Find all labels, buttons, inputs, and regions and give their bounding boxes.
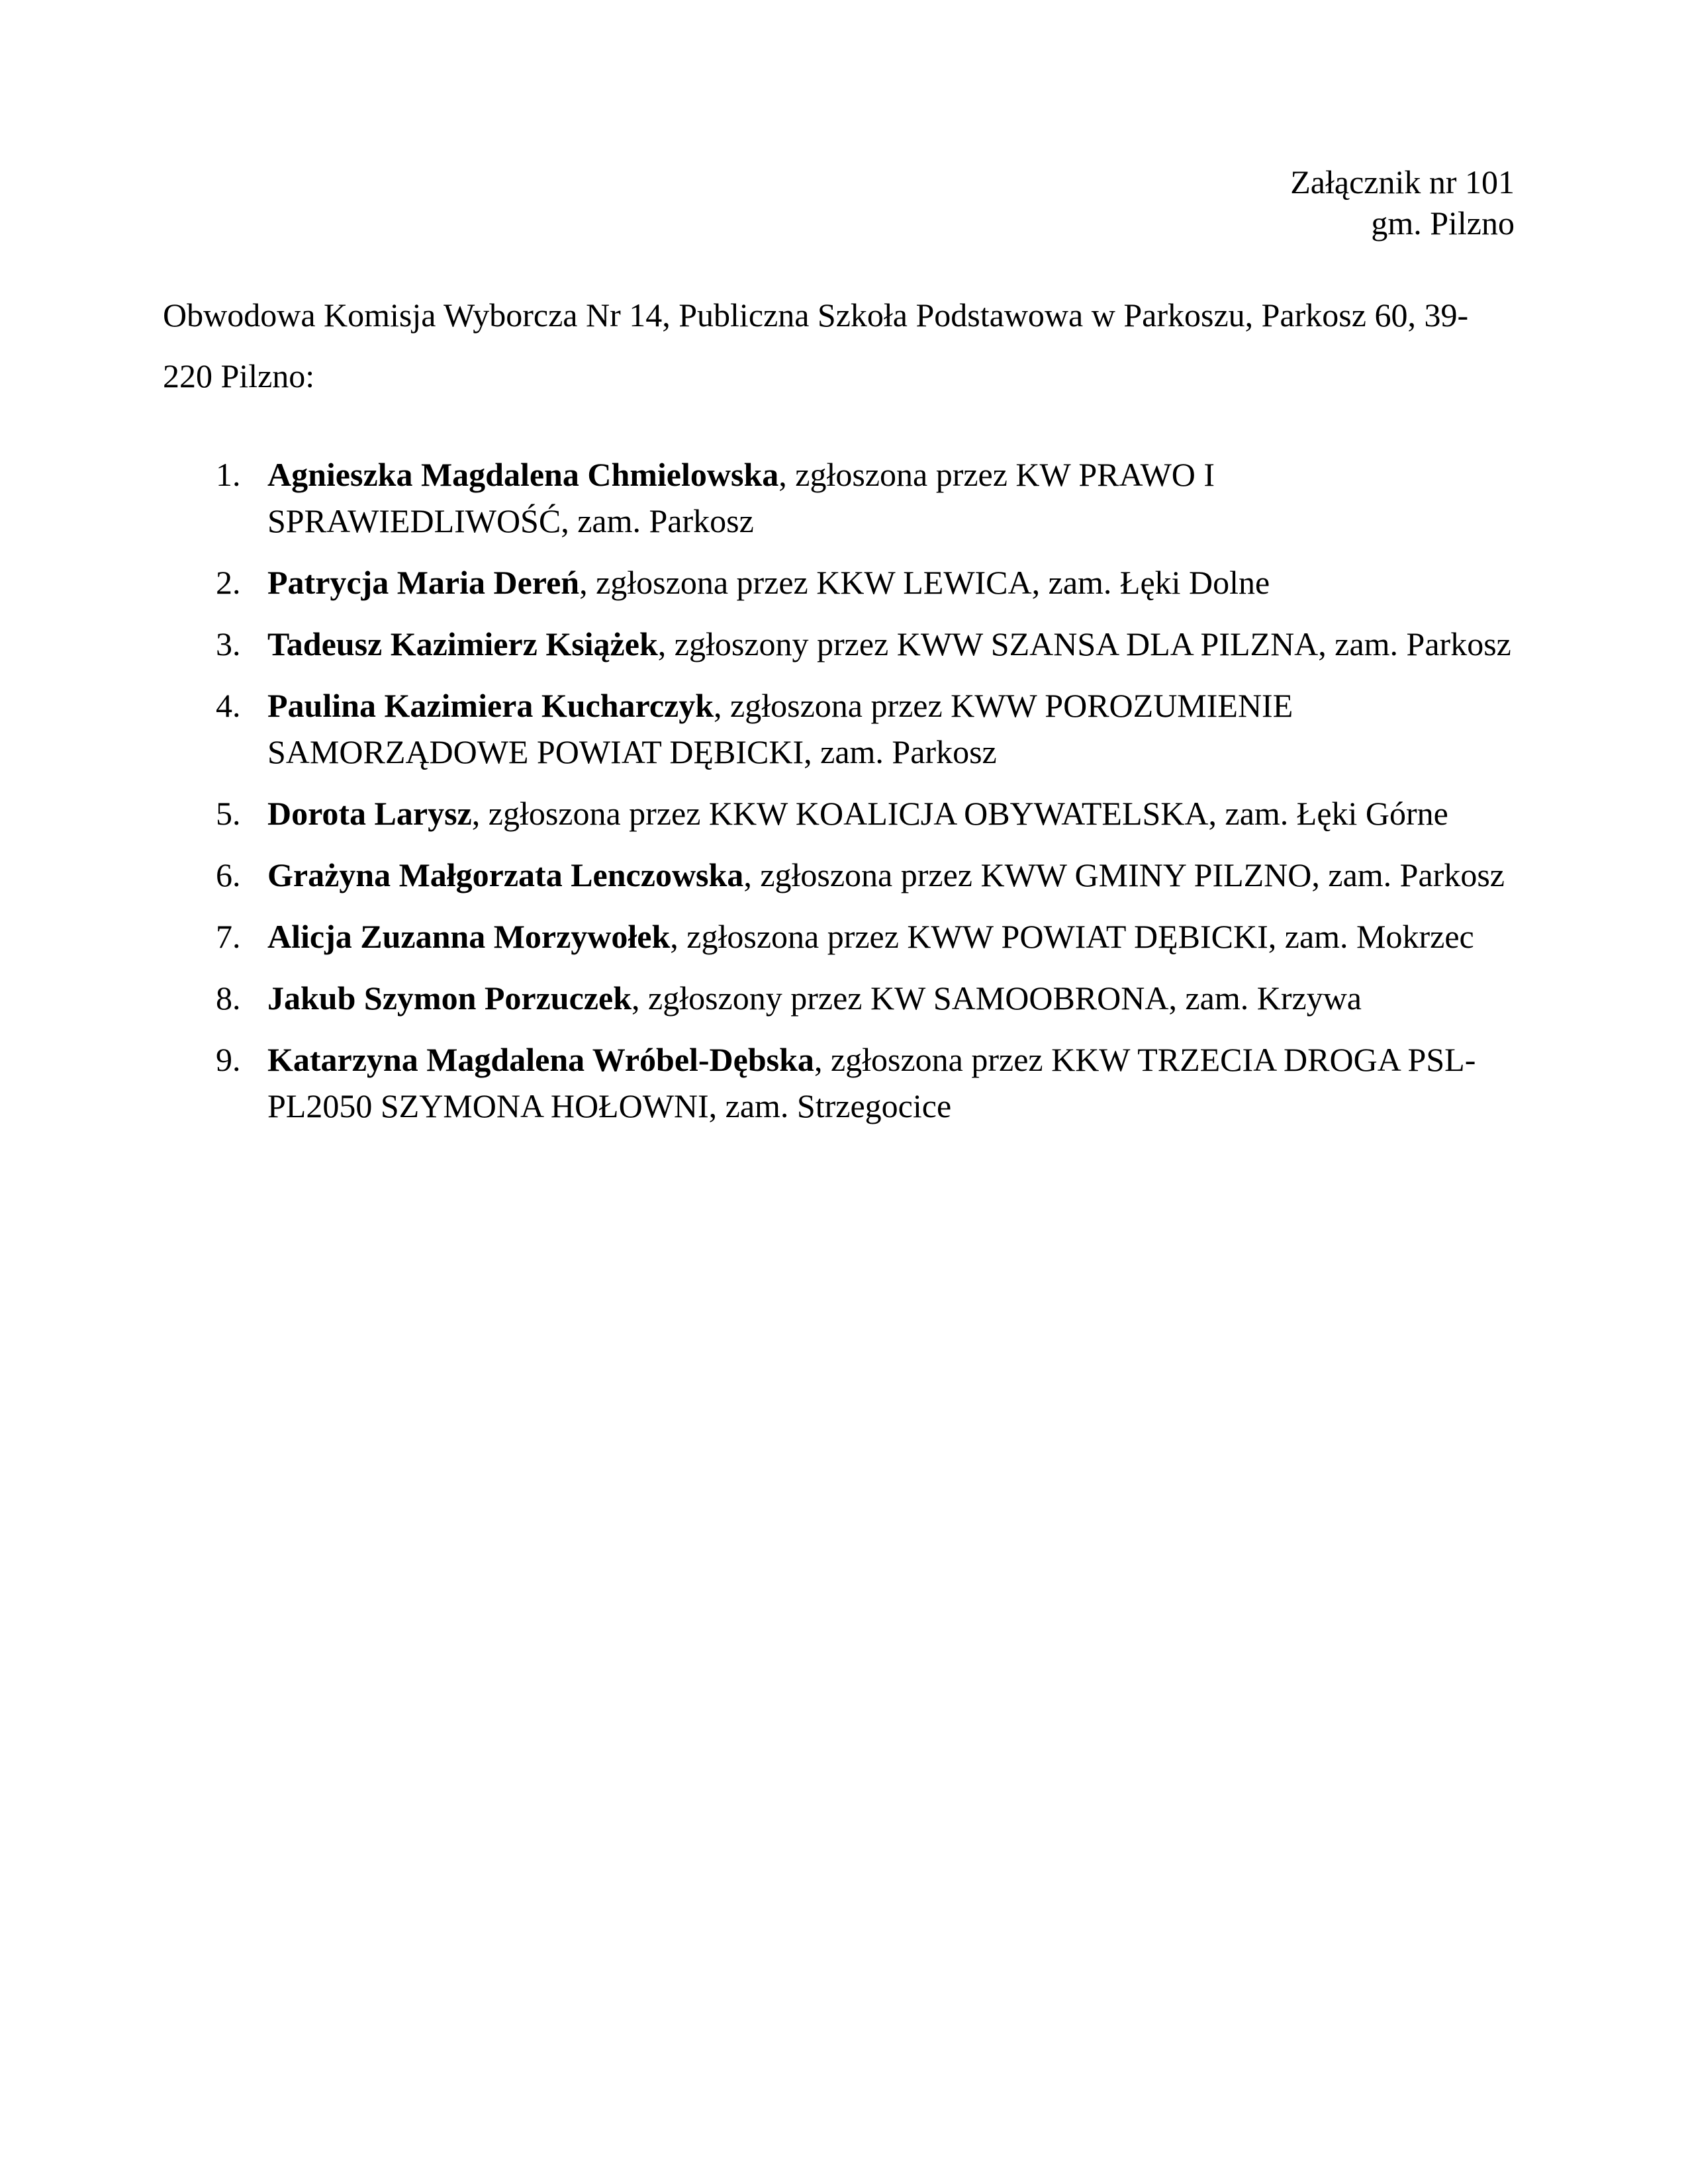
item-number: 3.	[216, 625, 241, 662]
member-name: Grażyna Małgorzata Lenczowska	[267, 856, 744, 893]
item-number: 2.	[216, 564, 241, 601]
list-item	[163, 913, 1520, 960]
item-number: 1.	[216, 456, 241, 493]
member-name: Alicja Zuzanna Morzywołek	[267, 918, 671, 955]
municipality-label: gm. Pilzno	[1371, 205, 1515, 242]
item-number: 8.	[216, 979, 241, 1017]
member-name: Patrycja Maria Dereń	[267, 564, 580, 601]
member-name: Paulina Kazimiera Kucharczyk	[267, 687, 714, 724]
member-details: , zgłoszona przez KWW POWIAT DĘBICKI, zam. Mokrzec	[670, 918, 1474, 955]
member-details: , zgłoszona przez KWW POROZUMIENIE SAMORZĄDOWE POWIAT DĘBICKI, zam. Parkosz	[267, 687, 1293, 770]
member-details: , zgłoszona przez KKW LEWICA, zam. Łęki Dolne	[579, 564, 1270, 601]
attachment-header	[1290, 161, 1515, 244]
attachment-label: Załącznik nr 101	[1290, 163, 1515, 201]
commission-description: Obwodowa Komisja Wyborcza Nr 14, Publiczna Szkoła Podstawowa w Parkoszu, Parkosz 60, 39-220 Pilzno:	[163, 296, 1469, 394]
member-details: , zgłoszona przez KKW KOALICJA OBYWATELSKA, zam. Łęki Górne	[471, 795, 1448, 832]
member-name: Dorota Larysz	[267, 795, 472, 832]
member-details: , zgłoszona przez KW PRAWO I SPRAWIEDLIWOŚĆ, zam. Parkosz	[267, 456, 1215, 539]
list-item	[163, 1036, 1520, 1129]
list-item	[163, 682, 1520, 775]
list-item	[163, 559, 1520, 606]
member-name: Jakub Szymon Porzuczek	[267, 979, 632, 1017]
item-number: 4.	[216, 687, 241, 724]
member-name: Katarzyna Magdalena Wróbel-Dębska	[267, 1041, 814, 1078]
member-name: Tadeusz Kazimierz Książek	[267, 625, 658, 662]
member-name: Agnieszka Magdalena Chmielowska	[267, 456, 779, 493]
item-number: 7.	[216, 918, 241, 955]
item-number: 6.	[216, 856, 241, 893]
member-details: , zgłoszona przez KKW TRZECIA DROGA PSL-PL2050 SZYMONA HOŁOWNI, zam. Strzegocice	[267, 1041, 1476, 1124]
list-item	[163, 975, 1520, 1021]
member-details: , zgłoszony przez KWW SZANSA DLA PILZNA, zam. Parkosz	[657, 625, 1511, 662]
list-item	[163, 852, 1520, 898]
member-details: , zgłoszona przez KWW GMINY PILZNO, zam. Parkosz	[743, 856, 1505, 893]
list-item	[163, 790, 1520, 837]
member-details: , zgłoszony przez KW SAMOOBRONA, zam. Krzywa	[632, 979, 1362, 1017]
list-item	[163, 451, 1520, 544]
item-number: 9.	[216, 1041, 241, 1078]
member-list	[163, 451, 1520, 1144]
list-item	[163, 621, 1520, 667]
item-number: 5.	[216, 795, 241, 832]
